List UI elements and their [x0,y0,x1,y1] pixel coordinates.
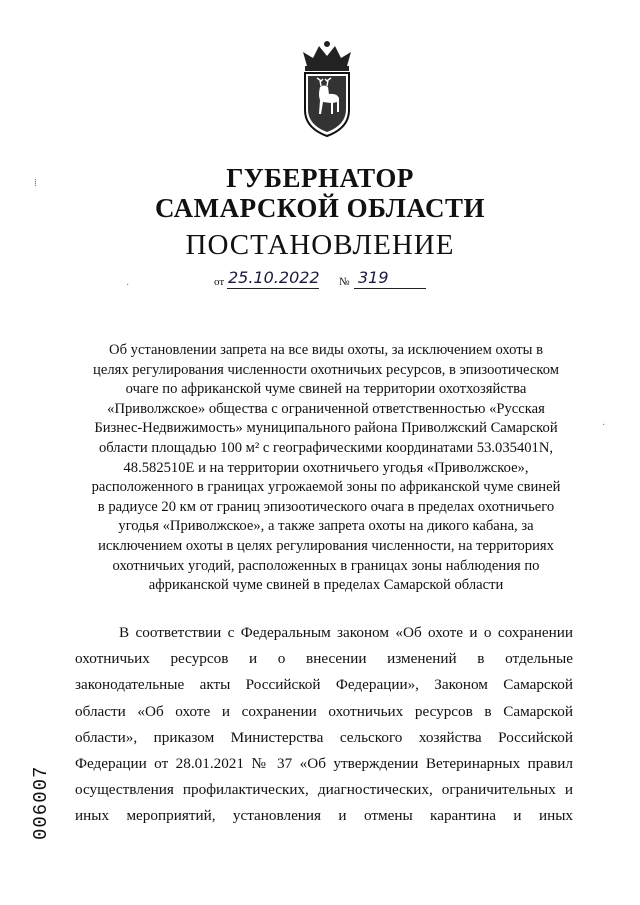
subject-line: целях регулирования численности охотничьих ресурсов, в эпизоотическом [93,361,559,378]
subject-line: области площадью 100 м² с географическими координатами 53.035401N, [98,439,554,456]
date-prefix: от [214,276,225,288]
body-line: охотничьих ресурсов и о внесении изменений в отдельные [75,650,573,668]
subject-line: расположенного в границах угрожаемой зоны по африканской чуме свиней [91,479,561,496]
decree-subject [80,341,572,596]
body-line: законодательные акты Российской Федерации», Законом Самарской [75,676,573,694]
decree-number: 319 [358,268,389,287]
decree-date-number [214,268,434,290]
number-prefix: № [339,276,350,288]
subject-line: Об установлении запрета на все виды охоты, за исключением охоты в [109,342,543,358]
body-line: области «Об охоте и сохранении охотничьих ресурсов в Самарской [75,702,573,720]
body-line: Федерации от 28.01.2021 № 37 «Об утверждении Ветеринарных правил [75,755,573,773]
region-title: САМАРСКОЙ ОБЛАСТИ [154,193,486,223]
side-registration-code: 006007 [30,765,52,840]
body-line: области», приказом Министерства сельского хозяйства Российской [75,728,573,746]
subject-line: в радиусе 20 км от границ эпизоотического очага в пределах охотничьего [97,498,555,515]
scan-mark: ⁞ [34,178,37,189]
subject-line: Бизнес-Недвижимость» муниципального района Приволжский Самарской [94,420,558,437]
subject-line: 48.582510E и на территории охотничьего угодья «Приволжское», [123,459,529,476]
subject-line: африканской чуме свиней в пределах Самарской области [148,577,504,594]
subject-line: угодья «Приволжское», а также запрета охоты на дикого кабана, за [118,518,534,535]
subject-line: очаге по африканской чуме свиней на территории охотхозяйства [125,381,527,398]
subject-line: исключением охоты в целях регулирования численности, на территориях [98,537,554,554]
body-line: осуществления профилактических, диагностических, ограничительных и [75,781,573,799]
scan-mark: · [126,280,130,291]
governor-title: ГУБЕРНАТОР [226,163,414,193]
document-type: ПОСТАНОВЛЕНИЕ [185,229,455,261]
body-line: иных мероприятий, установления и отмены карантина и иных [75,807,573,825]
scan-mark: · [602,420,606,431]
number-underline [354,288,426,289]
decree-body [75,620,573,830]
body-line: В соответствии с Федеральным законом «Об охоте и о сохранении [119,624,573,641]
decree-date: 25.10.2022 [228,268,320,287]
subject-line: «Приволжское» общества с ограниченной ответственностью «Русская [107,400,545,417]
date-underline [227,288,319,289]
samara-coat-of-arms-icon [293,40,361,140]
subject-line: охотничьих угодий, расположенных в границах зоны наблюдения по [112,557,540,574]
